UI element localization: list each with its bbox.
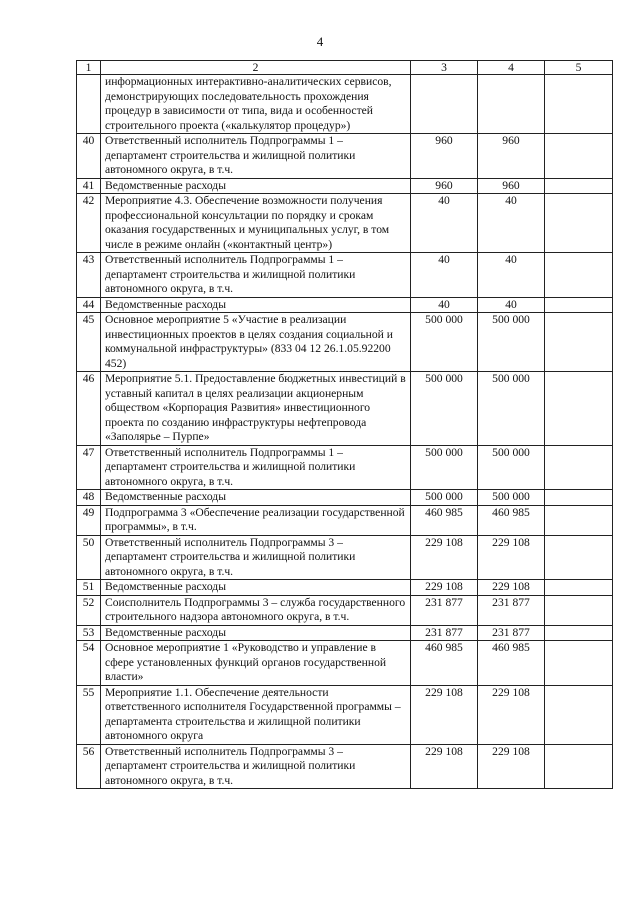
row-amount-col3: 231 877 [411,625,478,641]
table-row [77,744,613,789]
row-amount-col4: 500 000 [478,490,545,506]
row-description: Ведомственные расходы [101,297,411,313]
row-amount-col4: 229 108 [478,535,545,580]
row-amount-col4: 40 [478,194,545,253]
table-row [77,313,613,372]
row-amount-col4: 960 [478,134,545,179]
row-number: 55 [77,685,101,744]
row-amount-col3: 229 108 [411,685,478,744]
table-row [77,134,613,179]
row-description: Мероприятие 1.1. Обеспечение деятельности ответственного исполнителя Государственной программы – департамента строительства и жилищной политики автономного округа [101,685,411,744]
row-col5 [545,297,613,313]
row-amount-col4: 500 000 [478,372,545,446]
row-amount-col4: 500 000 [478,445,545,490]
row-amount-col3: 229 108 [411,580,478,596]
row-col5 [545,505,613,535]
header-cell-1: 1 [77,61,101,75]
table-row [77,641,613,686]
header-cell-4: 4 [478,61,545,75]
row-number: 49 [77,505,101,535]
row-amount-col4: 40 [478,297,545,313]
table-row [77,297,613,313]
row-amount-col4: 960 [478,178,545,194]
row-amount-col3: 500 000 [411,490,478,506]
row-col5 [545,490,613,506]
row-amount-col4: 229 108 [478,744,545,789]
row-amount-col3: 500 000 [411,313,478,372]
row-number: 41 [77,178,101,194]
row-description: Ответственный исполнитель Подпрограммы 1 – департамент строительства и жилищной политики автономного округа, в т.ч. [101,445,411,490]
row-amount-col3: 460 985 [411,641,478,686]
row-amount-col3: 40 [411,253,478,298]
row-col5 [545,535,613,580]
row-description: Ответственный исполнитель Подпрограммы 1 – департамент строительства и жилищной политики автономного округа, в т.ч. [101,253,411,298]
row-amount-col4: 460 985 [478,505,545,535]
table-row [77,253,613,298]
row-description: Мероприятие 4.3. Обеспечение возможности получения профессиональной консультации по порядку и срокам оказания государственных и муниципальных услуг, в том числе в режиме онлайн («контактный центр») [101,194,411,253]
table-row [77,75,613,134]
table-row [77,625,613,641]
row-description: Соисполнитель Подпрограммы 3 – служба государственного строительного надзора автономного округа, в т.ч. [101,595,411,625]
table-body [77,61,613,789]
row-number: 52 [77,595,101,625]
header-cell-3: 3 [411,61,478,75]
row-number: 45 [77,313,101,372]
table-row [77,372,613,446]
row-description: информационных интерактивно-аналитических сервисов, демонстрирующих последовательность прохождения процедур в зависимости от типа, вида и особенностей строительного проекта («калькулятор процедур») [101,75,411,134]
header-cell-2: 2 [101,61,411,75]
row-col5 [545,445,613,490]
row-col5 [545,685,613,744]
row-amount-col3: 460 985 [411,505,478,535]
row-number: 40 [77,134,101,179]
row-amount-col3: 231 877 [411,595,478,625]
row-amount-col3: 229 108 [411,535,478,580]
row-number: 48 [77,490,101,506]
table-row [77,505,613,535]
row-amount-col4: 231 877 [478,595,545,625]
table-row [77,194,613,253]
row-amount-col3 [411,75,478,134]
row-amount-col3: 960 [411,178,478,194]
row-number: 56 [77,744,101,789]
row-col5 [545,372,613,446]
row-amount-col3: 229 108 [411,744,478,789]
row-col5 [545,641,613,686]
table-row [77,178,613,194]
row-col5 [545,580,613,596]
row-description: Ведомственные расходы [101,178,411,194]
row-number: 53 [77,625,101,641]
row-col5 [545,625,613,641]
row-description: Ответственный исполнитель Подпрограммы 1 – департамент строительства и жилищной политики автономного округа, в т.ч. [101,134,411,179]
row-amount-col4: 231 877 [478,625,545,641]
row-description: Подпрограмма 3 «Обеспечение реализации государственной программы», в т.ч. [101,505,411,535]
row-amount-col3: 500 000 [411,445,478,490]
row-col5 [545,194,613,253]
row-col5 [545,75,613,134]
table-row [77,685,613,744]
table-row [77,490,613,506]
row-description: Ответственный исполнитель Подпрограммы 3 – департамент строительства и жилищной политики автономного округа, в т.ч. [101,535,411,580]
table-row [77,445,613,490]
row-col5 [545,253,613,298]
row-description: Основное мероприятие 1 «Руководство и управление в сфере установленных функций органов государственной власти» [101,641,411,686]
table-row [77,580,613,596]
row-description: Ведомственные расходы [101,625,411,641]
row-description: Основное мероприятие 5 «Участие в реализации инвестиционных проектов в целях создания социальной и коммунальной инфраструктуры» (833 04 12 26.1.05.92200 452) [101,313,411,372]
row-number: 50 [77,535,101,580]
row-description: Ведомственные расходы [101,580,411,596]
row-amount-col4 [478,75,545,134]
row-amount-col3: 40 [411,297,478,313]
row-number: 43 [77,253,101,298]
row-number: 46 [77,372,101,446]
row-amount-col3: 40 [411,194,478,253]
row-amount-col3: 500 000 [411,372,478,446]
header-cell-5: 5 [545,61,613,75]
row-description: Ведомственные расходы [101,490,411,506]
row-number: 54 [77,641,101,686]
page-number: 4 [316,34,324,49]
row-number: 51 [77,580,101,596]
table-header-row [77,61,613,75]
row-amount-col4: 460 985 [478,641,545,686]
row-col5 [545,595,613,625]
row-description: Мероприятие 5.1. Предоставление бюджетных инвестиций в уставный капитал в целях реализации акционерным обществом «Корпорация Развития» инвестиционного проекта по созданию инфраструктуры нефтепровода «Заполярье – Пурпе» [101,372,411,446]
table-row [77,595,613,625]
table-row [77,535,613,580]
row-col5 [545,134,613,179]
row-col5 [545,313,613,372]
row-number: 42 [77,194,101,253]
row-amount-col4: 500 000 [478,313,545,372]
row-number: 44 [77,297,101,313]
row-amount-col4: 40 [478,253,545,298]
row-number: 47 [77,445,101,490]
budget-table [76,60,613,789]
row-amount-col3: 960 [411,134,478,179]
row-col5 [545,744,613,789]
row-amount-col4: 229 108 [478,580,545,596]
row-description: Ответственный исполнитель Подпрограммы 3 – департамент строительства и жилищной политики автономного округа, в т.ч. [101,744,411,789]
row-col5 [545,178,613,194]
row-number [77,75,101,134]
row-amount-col4: 229 108 [478,685,545,744]
